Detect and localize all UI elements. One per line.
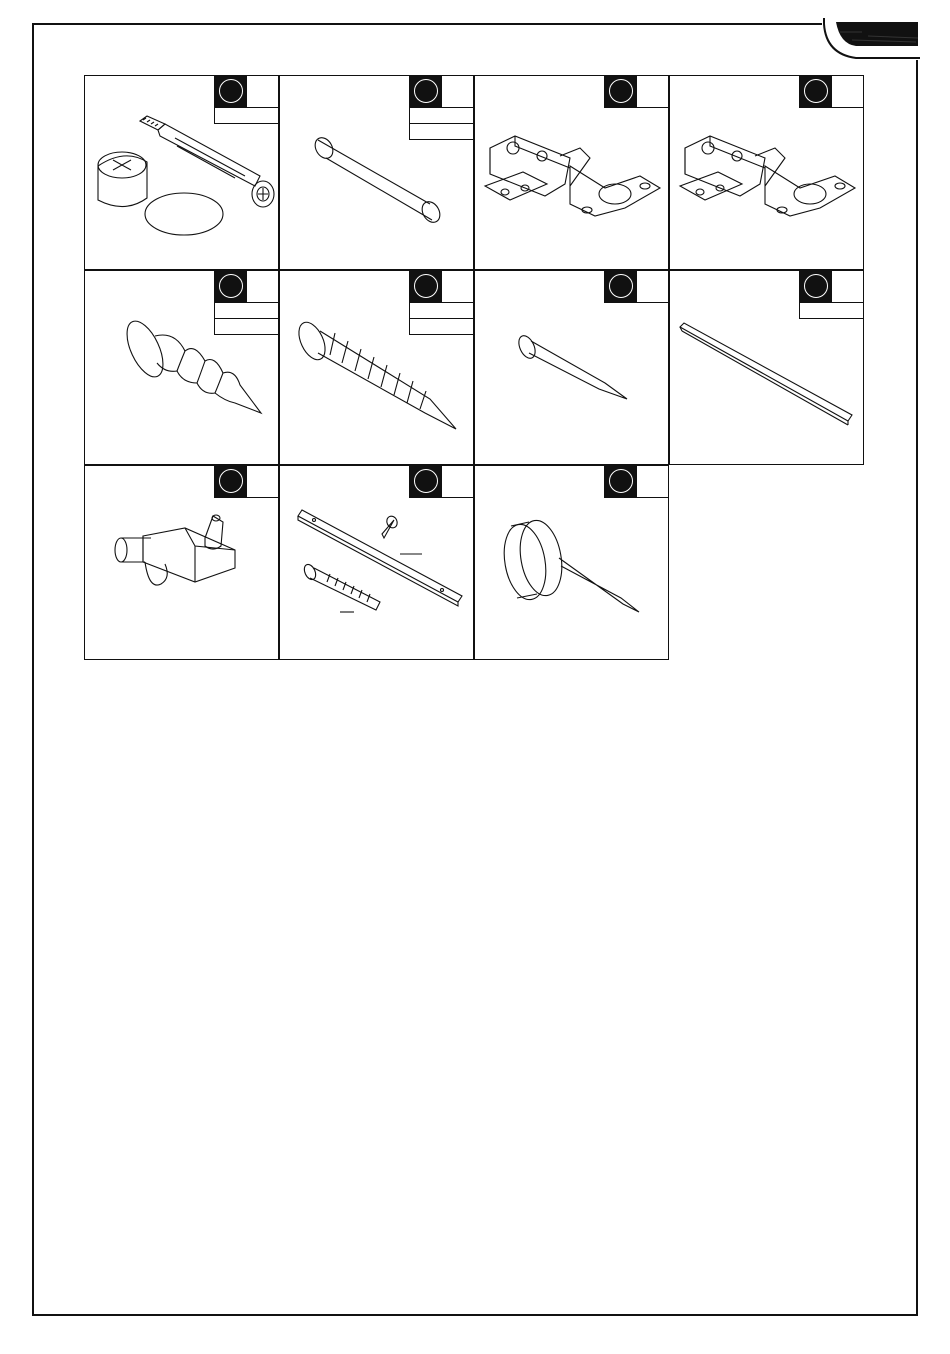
- wooden-dowel-icon: [280, 76, 475, 271]
- long-screw-icon: [280, 271, 475, 466]
- short-screw-icon: [85, 271, 280, 466]
- part-cell-nail: [474, 270, 669, 465]
- part-cell-cam-lock: [84, 75, 279, 270]
- hardware-parts-grid: [84, 75, 864, 660]
- corner-tab: [822, 18, 920, 60]
- nail-icon: [475, 271, 670, 466]
- glide-with-pin-icon: [475, 466, 670, 661]
- part-cell-glide: [474, 465, 669, 660]
- part-cell-hinge-a: [474, 75, 669, 270]
- part-cell-hinge-b: [669, 75, 864, 270]
- shelf-support-pin-icon: [85, 466, 280, 661]
- plastic-strip-icon: [670, 271, 865, 466]
- cabinet-hinge-icon: [670, 76, 865, 271]
- part-cell-shelf-support: [84, 465, 279, 660]
- part-cell-short-screw: [84, 270, 279, 465]
- cam-lock-set-icon: [85, 76, 280, 271]
- wall-fixing-kit-icon: [280, 466, 475, 661]
- part-cell-dowel: [279, 75, 474, 270]
- part-cell-long-screw: [279, 270, 474, 465]
- part-cell-plastic-strip: [669, 270, 864, 465]
- part-cell-wall-fixing: [279, 465, 474, 660]
- cabinet-hinge-icon: [475, 76, 670, 271]
